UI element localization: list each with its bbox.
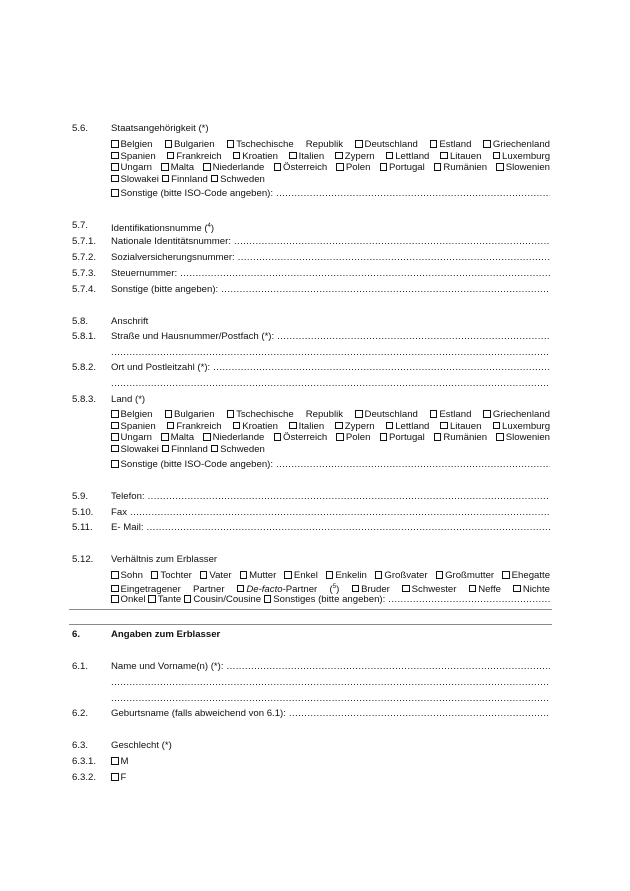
checkbox-icon[interactable] [200,571,208,579]
checkbox-icon[interactable] [336,433,344,441]
checkbox-icon[interactable] [483,140,491,148]
country-option[interactable]: Slowakei [111,444,159,455]
city-continuation-line[interactable] [111,378,550,390]
checkbox-icon[interactable] [161,433,169,441]
country-option[interactable]: Ungarn [111,432,152,443]
relationship-option[interactable]: Mutter [240,570,277,581]
country-option[interactable]: Luxemburg [493,421,551,432]
country-option[interactable]: Griechenland [483,409,550,420]
nationality-option[interactable]: Luxemburg [493,151,551,162]
checkbox-icon[interactable] [111,163,119,171]
country-option[interactable]: Österreich [274,432,328,443]
checkbox-icon[interactable] [336,163,344,171]
relationship-option[interactable]: Sonstiges (bitte angeben): [264,594,386,605]
checkbox-icon[interactable] [203,163,211,171]
relationship-option[interactable]: Großmutter [436,570,495,581]
nationality-option[interactable]: Litauen [440,151,481,162]
country-option[interactable]: Rumänien [434,432,487,443]
checkbox-icon[interactable] [380,163,388,171]
checkbox-icon[interactable] [203,433,211,441]
relationship-options [111,570,550,595]
relationship-option[interactable]: Großvater [375,570,428,581]
country-option[interactable]: Frankreich [167,421,222,432]
checkbox-icon[interactable] [111,571,119,579]
checkbox-icon[interactable] [284,571,292,579]
checkbox-icon[interactable] [493,422,501,430]
fill-in-line[interactable] [276,188,550,200]
relationship-option[interactable]: Cousin/Cousine [184,594,261,605]
nationality-option[interactable]: Slowakei [111,174,159,185]
checkbox-icon[interactable] [233,422,241,430]
checkbox-icon[interactable] [162,175,170,183]
fill-in-line[interactable] [221,284,550,296]
nationality-option[interactable]: Bulgarien [165,139,215,150]
option-line [111,162,550,174]
checkbox-icon[interactable] [211,175,219,183]
checkbox-icon[interactable] [386,422,394,430]
nationality-option[interactable]: Zypern [335,151,374,162]
option-line [111,139,550,151]
checkbox-icon[interactable] [289,152,297,160]
option-line [111,409,550,421]
section-label: Identifikationsnumme ($^4$) [111,223,215,234]
relationship-option[interactable]: Neffe [469,584,501,595]
checkbox-icon[interactable] [493,152,501,160]
checkbox-icon[interactable] [436,571,444,579]
checkbox-icon[interactable] [184,595,192,603]
fill-in-line[interactable] [238,252,550,264]
footnote-ref: 5 [332,583,337,590]
nationality-options [111,139,550,185]
relationship-option[interactable]: Nichte [513,584,550,595]
country-other-field[interactable]: Sonstige (bitte ISO-Code angeben): ..... [111,459,550,471]
relationship-option[interactable]: Onkel [111,594,146,605]
country-option[interactable]: Litauen [440,421,481,432]
nationality-option[interactable]: Portugal [380,162,425,173]
section-divider [69,609,552,610]
nationality-option[interactable]: Malta [161,162,194,173]
nationality-option[interactable]: Tschechische Republik [227,139,343,150]
section-divider [69,624,552,625]
country-option[interactable]: Tschechische Republik [227,409,343,420]
checkbox-icon[interactable] [274,433,282,441]
relationship-option[interactable]: Vater [200,570,232,581]
option-line [111,444,550,456]
checkbox-icon[interactable] [165,410,173,418]
checkbox-icon[interactable] [496,433,504,441]
country-option[interactable]: Italien [289,421,324,432]
checkbox-icon[interactable] [111,460,119,468]
nationality-option[interactable]: Polen [336,162,370,173]
checkbox-icon[interactable] [111,445,119,453]
relationship-option[interactable]: Sohn [111,570,143,581]
fill-in-line[interactable] [180,268,550,280]
checkbox-icon[interactable] [148,595,156,603]
checkbox-icon[interactable] [274,163,282,171]
checkbox-icon[interactable] [496,163,504,171]
option-line [111,582,550,596]
checkbox-icon[interactable] [326,571,334,579]
checkbox-icon[interactable] [434,433,442,441]
nationality-option[interactable]: Kroatien [233,151,278,162]
checkbox-icon[interactable] [111,773,119,781]
checkbox-icon[interactable] [227,140,235,148]
section-number: 5.7. [72,220,89,231]
fill-in-line[interactable] [234,236,550,248]
country-option[interactable]: Zypern [335,421,374,432]
fill-in-line[interactable] [289,708,550,720]
option-line [111,570,550,582]
country-option[interactable]: Slowenien [496,432,550,443]
country-option[interactable]: Spanien [111,421,156,432]
checkbox-icon[interactable] [440,152,448,160]
checkbox-icon[interactable] [111,189,119,197]
relationship-option[interactable]: Tante [148,594,181,605]
country-option[interactable]: Schweden [211,444,265,455]
nationality-option[interactable]: Griechenland [483,139,550,150]
checkbox-icon[interactable] [167,152,175,160]
fill-in-line[interactable] [276,459,550,471]
checkbox-icon[interactable] [111,422,119,430]
country-option[interactable]: Deutschland [355,409,418,420]
fill-in-line[interactable] [388,594,550,606]
nationality-option[interactable]: Spanien [111,151,156,162]
country-option[interactable]: Portugal [380,432,425,443]
checkbox-icon[interactable] [430,140,438,148]
checkbox-icon[interactable] [380,433,388,441]
street-continuation-line[interactable] [111,347,550,359]
nationality-option[interactable]: Deutschland [355,139,418,150]
checkbox-icon[interactable] [111,152,119,160]
country-option[interactable]: Finnland [162,444,208,455]
country-options [111,409,550,455]
checkbox-icon[interactable] [386,152,394,160]
section-label: Staatsangehörigkeit (*) [111,123,209,134]
name-continuation-line[interactable] [111,677,550,689]
fill-in-line[interactable] [130,507,550,519]
checkbox-icon[interactable] [111,175,119,183]
option-line [111,421,550,433]
fill-in-line[interactable] [213,362,550,374]
relationship-option[interactable]: Schwester [402,584,456,595]
country-option[interactable]: Bulgarien [165,409,215,420]
fill-in-line[interactable] [227,661,550,673]
checkbox-icon[interactable] [469,585,477,593]
nationality-option[interactable]: Estland [430,139,472,150]
country-option[interactable]: Malta [161,432,194,443]
relationship-other-line [111,594,550,606]
nationality-other-field[interactable]: Sonstige (bitte ISO-Code angeben): ..... [111,188,550,200]
checkbox-icon[interactable] [434,163,442,171]
nationality-option[interactable]: Frankreich [167,151,222,162]
checkbox-icon[interactable] [240,571,248,579]
checkbox-icon[interactable] [111,433,119,441]
country-option[interactable]: Niederlande [203,432,264,443]
relationship-option[interactable]: Enkel [284,570,318,581]
checkbox-icon[interactable] [430,410,438,418]
relationship-option[interactable]: Enkelin [326,570,367,581]
nationality-option[interactable]: Belgien [111,139,153,150]
country-option[interactable]: Lettland [386,421,430,432]
checkbox-icon[interactable] [111,410,119,418]
checkbox-icon[interactable] [352,585,360,593]
nationality-option[interactable]: Österreich [274,162,328,173]
relationship-option[interactable]: Tochter [151,570,192,581]
checkbox-icon[interactable] [375,571,383,579]
relationship-option[interactable]: Bruder [352,584,390,595]
checkbox-icon[interactable] [355,140,363,148]
country-option[interactable]: Kroatien [233,421,278,432]
nationality-option[interactable]: Lettland [386,151,430,162]
checkbox-icon[interactable] [111,585,119,593]
country-option[interactable]: Belgien [111,409,153,420]
checkbox-icon[interactable] [151,571,159,579]
checkbox-icon[interactable] [167,422,175,430]
footnote-ref: 4 [207,223,211,229]
country-option[interactable]: Estland [430,409,472,420]
nationality-option[interactable]: Italien [289,151,324,162]
checkbox-icon[interactable] [502,571,510,579]
checkbox-icon[interactable] [264,595,272,603]
checkbox-icon[interactable] [161,163,169,171]
relationship-option[interactable]: Eingetragener Partner [111,584,225,595]
checkbox-icon[interactable] [513,585,521,593]
nationality-option[interactable]: Finnland [162,174,208,185]
fill-in-line[interactable] [147,522,550,534]
country-option[interactable]: Polen [336,432,370,443]
nationality-option[interactable]: Slowenien [496,162,550,173]
nationality-option[interactable]: Rumänien [434,162,487,173]
relationship-option[interactable]: De-facto-Partner ($^5$) [237,584,339,595]
checkbox-icon[interactable] [111,757,119,765]
checkbox-icon[interactable] [162,445,170,453]
nationality-option[interactable]: Niederlande [203,162,264,173]
checkbox-icon[interactable] [165,140,173,148]
checkbox-icon[interactable] [237,585,245,593]
checkbox-icon[interactable] [111,595,119,603]
checkbox-icon[interactable] [402,585,410,593]
relationship-option[interactable]: Ehegatte [502,570,550,581]
fill-in-line[interactable] [277,331,550,343]
checkbox-icon[interactable] [227,410,235,418]
nationality-option[interactable]: Schweden [211,174,265,185]
checkbox-icon[interactable] [211,445,219,453]
checkbox-icon[interactable] [335,422,343,430]
name-continuation-line[interactable] [111,693,550,705]
fill-in-line[interactable] [148,491,550,503]
checkbox-icon[interactable] [289,422,297,430]
checkbox-icon[interactable] [483,410,491,418]
checkbox-icon[interactable] [355,410,363,418]
checkbox-icon[interactable] [335,152,343,160]
option-line [111,174,550,186]
nationality-option[interactable]: Ungarn [111,162,152,173]
section-number: 5.6. [72,123,89,134]
option-line [111,151,550,163]
option-line [111,432,550,444]
checkbox-icon[interactable] [233,152,241,160]
checkbox-icon[interactable] [111,140,119,148]
checkbox-icon[interactable] [440,422,448,430]
